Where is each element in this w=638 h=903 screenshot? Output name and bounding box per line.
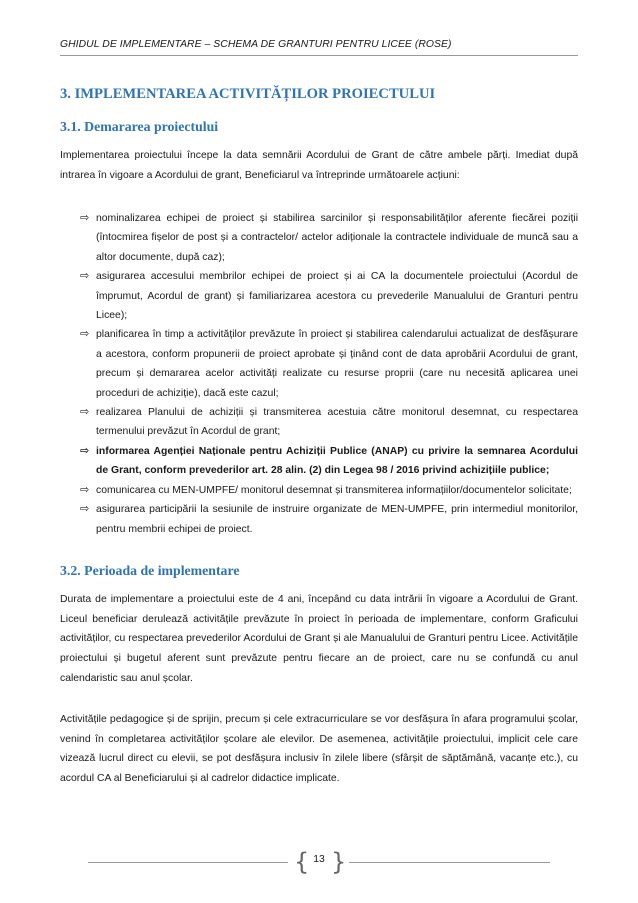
footer-divider-right bbox=[349, 862, 550, 863]
right-bracket-icon: } bbox=[331, 848, 347, 876]
footer-divider-left bbox=[88, 862, 288, 863]
header-divider bbox=[60, 55, 578, 56]
hollow-arrow-right-icon: ⇨ bbox=[80, 212, 90, 224]
subsection-heading-3-2: 3.2. Perioada de implementare bbox=[60, 563, 240, 578]
list-item: ⇨ asigurarea participării la sesiunile de instruire organizate de MEN-UMPFE, prin intermediul monitorilor, pentru membrii echipei de proiect. bbox=[60, 500, 578, 539]
action-list bbox=[60, 209, 578, 539]
list-item: ⇨ nominalizarea echipei de proiect și stabilirea sarcinilor și responsabilităților aferente fiecărei poziții (întocmirea fișelor de post și a contractelor/ actelor adiționale la contractele individuale de muncă sau a altor documente, după caz); bbox=[60, 209, 578, 267]
list-item: ⇨ informarea Agenției Naționale pentru Achiziții Publice (ANAP) cu privire la semnarea Acordului de Grant, conform prevederilor art. 28 alin. (2) din Legea 98 / 2016 privind achizițiile publice; bbox=[60, 442, 578, 481]
left-bracket-icon: { bbox=[294, 848, 310, 876]
hollow-arrow-right-icon: ⇨ bbox=[80, 328, 90, 341]
hollow-arrow-right-icon: ⇨ bbox=[80, 444, 90, 457]
list-item: ⇨ planificarea în timp a activităților prevăzute în proiect și stabilirea calendarului actualizat de desfășurare a acestora, conform propunerii de proiect aprobate și ținând cont de data aprobării Acordului de grant, precum și demararea acelor activități realizate cu resurse proprii (care nu necesită aplicarea unei proceduri de achiziție), dacă este cazul; bbox=[60, 325, 578, 403]
implementation-paragraph-1: Durata de implementare a proiectului este de 4 ani, începând cu data intrării în vigoare a Acordului de Grant. Liceul beneficiar derulează activitățile prevăzute în proiect în perioada de implementare, conform Graficului activităților, cu respectarea prevederilor Acordului de Grant și ale Manualului de Granturi pentru Licee. Activitățile proiectului și bugetul aferent sunt prevăzute pentru fiecare an de proiect, care nu se confundă cu anul calendaristic sau anul școlar. bbox=[60, 594, 578, 684]
section-heading: 3. IMPLEMENTAREA ACTIVITĂȚILOR PROIECTULUI bbox=[60, 86, 436, 102]
implementation-paragraph-2: Activitățile pedagogice și de sprijin, precum și cele extracurriculare se vor desfășura în afara programului școlar, venind în completarea activităților școlare ale elevilor. De asemenea, activitățile proiectului, implicit cele care vizează lucrul direct cu elevii, se pot desfășura inclusiv în zilele libere (sfârșit de săptămână, vacanțe etc.), cu acordul CA al Beneficiarului și al cadrelor didactice implicate. bbox=[60, 714, 578, 785]
intro-paragraph: Implementarea proiectului începe la data semnării Acordului de Grant de către ambele părți. Imediat după intrarea în vigoare a Acordului de grant, Beneficiarul va întreprinde următoarele acțiuni: bbox=[60, 150, 578, 181]
list-item: ⇨ asigurarea accesului membrilor echipei de proiect și ai CA la documentele proiectului (Acordul de împrumut, Acordul de grant) și familiarizarea acestora cu prevederile Manualului de Granturi pentru Licee); bbox=[60, 267, 578, 325]
running-header: GHIDUL DE IMPLEMENTARE – SCHEMA DE GRANTURI PENTRU LICEE (ROSE) bbox=[60, 39, 452, 50]
hollow-arrow-right-icon: ⇨ bbox=[80, 503, 90, 516]
subsection-heading-3-1: 3.1. Demararea proiectului bbox=[60, 119, 219, 134]
hollow-arrow-right-icon: ⇨ bbox=[80, 270, 90, 283]
hollow-arrow-right-icon: ⇨ bbox=[80, 406, 90, 419]
page-number: 13 bbox=[313, 854, 325, 865]
list-item: ⇨ comunicarea cu MEN-UMPFE/ monitorul desemnat și transmiterea informațiilor/documentelor solicitate; bbox=[60, 481, 578, 500]
list-item: ⇨ realizarea Planului de achiziții și transmiterea acestuia către monitorul desemnat, cu respectarea termenului prevăzut în Acordul de grant; bbox=[60, 403, 578, 442]
hollow-arrow-right-icon: ⇨ bbox=[80, 483, 90, 496]
